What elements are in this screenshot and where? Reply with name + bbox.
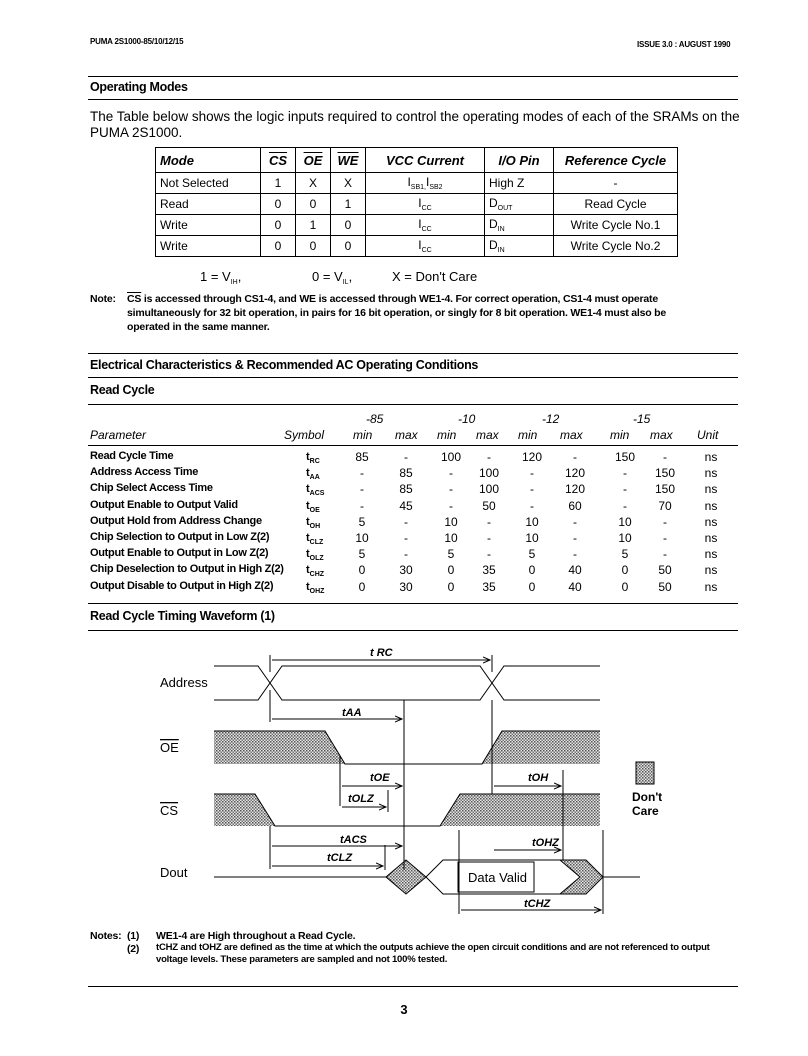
doc-id: PUMA 2S1000-85/10/12/15 (90, 37, 184, 46)
param-symbol: $t_{OLZ}$ (306, 548, 324, 563)
param-symbol: $t_{OH}$ (306, 515, 321, 530)
param-value: - (663, 450, 667, 464)
param-value: - (487, 514, 491, 529)
param-value: 30 (399, 579, 413, 594)
col-min: min (518, 428, 538, 442)
param-value: 5 (447, 547, 455, 562)
col-max: max (395, 428, 418, 442)
param-value: 0 (528, 579, 536, 594)
col-reference-cycle: Reference Cycle (554, 148, 678, 173)
col-max: max (560, 428, 583, 442)
param-value: - (663, 547, 667, 562)
label-tolz: tOLZ (348, 793, 374, 805)
section-title: Electrical Characteristics & Recommended AC Operating Conditions (90, 358, 479, 372)
param-value: - (623, 498, 627, 513)
label-tohz: tOHZ (532, 837, 559, 849)
param-value: - (623, 466, 627, 481)
param-value: - (449, 482, 453, 497)
label-tchz: tCHZ (524, 898, 551, 910)
param-value: 0 (358, 563, 366, 578)
param-value: - (360, 466, 364, 481)
param-symbol: $t_{ACS}$ (306, 483, 325, 498)
param-value: 5 (621, 547, 629, 562)
param-value: - (487, 450, 491, 464)
param-value: - (449, 466, 453, 481)
param-name: Output Disable to Output in High Z(2) (90, 579, 274, 592)
param-value: 120 (521, 450, 543, 464)
label-toe: tOE (370, 772, 390, 784)
param-value: 45 (399, 498, 413, 513)
note-text: $\overline{CS}$ is accessed through CS1-4, and WE is accessed through WE1-4. For correct operation, CS1-4 must operate simultaneously for 32 bit operation, in pairs for 16 bit operation, or singly for 8 bit operation. WE1-4 must also be operated in the same manner. (127, 293, 667, 333)
param-symbol: $t_{OE}$ (306, 499, 320, 514)
signal-dout: Dout (160, 865, 188, 880)
address-wave (214, 666, 600, 700)
param-value: - (360, 482, 364, 497)
speed-grade: -15 (633, 412, 651, 426)
param-value: 35 (482, 563, 496, 578)
param-value: 0 (621, 579, 629, 594)
col-unit: Unit (697, 428, 719, 442)
param-value: - (573, 450, 577, 464)
issue-date: ISSUE 3.0 : AUGUST 1990 (637, 40, 731, 49)
dont-care-swatch (636, 762, 654, 784)
label-trc: t RC (370, 647, 393, 659)
param-symbol: $t_{RC}$ (306, 451, 320, 465)
param-value: 85 (399, 466, 413, 481)
param-value: 10 (355, 531, 369, 545)
param-symbol: $t_{CHZ}$ (306, 564, 325, 579)
col-min: min (437, 428, 457, 442)
legend-zero: $0 = V_{IL}$, (312, 269, 353, 286)
param-symbol: $t_{CLZ}$ (306, 532, 324, 546)
param-value: 10 (618, 531, 632, 545)
param-value: 10 (525, 531, 539, 545)
param-value: 60 (568, 498, 582, 513)
table-row: Write 0 1 0 $I_{CC}$ $D_{IN}$ Write Cycle No.1 (156, 215, 678, 236)
param-name: Read Cycle Time (90, 450, 174, 462)
note-2: tCHZ and tOHZ are defined as the time at which the outputs achieve the open circuit conditions and are not referenced to output voltage levels. These parameters are sampled and not 100% tested. (156, 942, 710, 965)
col-parameter: Parameter (90, 428, 147, 442)
param-value: 50 (658, 579, 672, 594)
param-symbol: $t_{AA}$ (306, 467, 320, 482)
subsection-title: Read Cycle (90, 383, 155, 397)
param-value: 10 (618, 514, 632, 529)
label-toh: tOH (528, 772, 549, 784)
param-value: - (573, 514, 577, 529)
col-max: max (650, 428, 673, 442)
param-value: 30 (399, 563, 413, 578)
param-value: 0 (621, 563, 629, 578)
data-valid-label: Data Valid (468, 870, 528, 885)
label-tclz: tCLZ (327, 852, 353, 864)
param-value: - (404, 531, 408, 545)
label-taa: tAA (342, 707, 362, 719)
col-io-pin: I/O Pin (485, 148, 554, 173)
param-unit: ns (704, 498, 718, 513)
col-we: $\overline{WE}$ (331, 148, 366, 173)
col-oe: $\overline{OE}$ (296, 148, 331, 173)
param-value: - (663, 531, 667, 545)
rule (88, 986, 738, 987)
param-value: 5 (358, 547, 366, 562)
param-value: - (404, 547, 408, 562)
speed-grade: -12 (542, 412, 560, 426)
param-unit: ns (704, 563, 718, 578)
section-title: Operating Modes (90, 80, 188, 94)
dout-transition (386, 860, 426, 894)
legend-x: X = Don't Care (392, 269, 478, 284)
param-value: 150 (654, 482, 676, 497)
col-symbol: Symbol (284, 428, 325, 442)
param-name: Output Enable to Output in Low Z(2) (90, 547, 269, 560)
param-value: - (573, 531, 577, 545)
oe-dont-care (214, 731, 345, 764)
param-unit: ns (704, 450, 718, 464)
param-unit: ns (704, 466, 718, 481)
param-unit: ns (704, 547, 718, 562)
param-unit: ns (704, 482, 718, 497)
param-value: 10 (444, 531, 458, 545)
param-value: 35 (482, 579, 496, 594)
signal-oe: OE (160, 740, 179, 755)
table-row: Not Selected 1 X X $I_{SB1,}I_{SB2}$ High Z - (156, 173, 678, 194)
param-value: 5 (528, 547, 536, 562)
table-row: Write 0 0 0 $I_{CC}$ $D_{IN}$ Write Cycle No.2 (156, 236, 678, 257)
cs-dont-care (440, 794, 600, 826)
param-unit: ns (704, 514, 718, 529)
page-number: 3 (400, 1002, 408, 1017)
param-value: 85 (399, 482, 413, 497)
col-cs: $\overline{CS}$ (261, 148, 296, 173)
param-value: 150 (614, 450, 636, 464)
param-unit: ns (704, 531, 718, 545)
param-value: 40 (568, 579, 582, 594)
param-name: Address Access Time (90, 466, 199, 479)
dout-transition (560, 860, 603, 894)
param-value: 100 (478, 466, 500, 481)
param-value: 0 (447, 579, 455, 594)
note-1-num: (1) (127, 930, 140, 942)
note-label: Note: (90, 293, 116, 305)
param-name: Chip Select Access Time (90, 482, 213, 495)
param-value: 150 (654, 466, 676, 481)
param-value: 10 (525, 514, 539, 529)
param-value: - (530, 466, 534, 481)
col-mode: Mode (156, 148, 261, 173)
param-value: 0 (447, 563, 455, 578)
param-name: Output Enable to Output Valid (90, 498, 238, 511)
param-value: 100 (478, 482, 500, 497)
param-name: Chip Selection to Output in Low Z(2) (90, 531, 270, 543)
param-value: - (530, 498, 534, 513)
param-value: - (449, 498, 453, 513)
legend-one: $1 = V_{IH}$, (200, 269, 242, 286)
param-value: - (530, 482, 534, 497)
param-unit: ns (704, 579, 718, 594)
oe-dont-care (482, 731, 600, 764)
speed-grade: -10 (458, 412, 476, 426)
param-value: 100 (440, 450, 462, 464)
col-max: max (476, 428, 499, 442)
param-value: 85 (355, 450, 369, 464)
param-value: - (404, 514, 408, 529)
notes-label: Notes: (90, 930, 122, 942)
param-value: - (663, 514, 667, 529)
param-value: 50 (658, 563, 672, 578)
dont-care-label-2: Care (632, 804, 659, 818)
label-tacs: tACS (340, 834, 367, 846)
speed-grade: -85 (366, 412, 384, 426)
param-value: 50 (482, 498, 496, 513)
intro-text: The Table below shows the logic inputs required to control the operating modes of each of the SRAMs on the PUMA 2S1000. (90, 109, 740, 140)
note-1: WE1-4 are High throughout a Read Cycle. (156, 930, 356, 942)
signal-cs: CS (160, 803, 179, 818)
param-value: 10 (444, 514, 458, 529)
cs-dont-care (214, 794, 275, 826)
param-value: - (487, 531, 491, 545)
param-value: - (360, 498, 364, 513)
param-value: - (623, 482, 627, 497)
param-value: - (487, 547, 491, 562)
param-value: 0 (528, 563, 536, 578)
dont-care-label-1: Don't (632, 790, 663, 804)
param-symbol: $t_{OHZ}$ (306, 580, 325, 595)
subsection-title: Read Cycle Timing Waveform (1) (90, 609, 275, 623)
param-value: - (573, 547, 577, 562)
param-name: Chip Deselection to Output in High Z(2) (90, 563, 284, 576)
col-vcc-current: VCC Current (366, 148, 485, 173)
param-value: 0 (358, 579, 366, 594)
param-value: 5 (358, 514, 366, 529)
note-2-num: (2) (127, 943, 140, 955)
param-value: 70 (658, 498, 672, 513)
signal-address: Address (160, 675, 208, 690)
col-min: min (353, 428, 373, 442)
param-name: Output Hold from Address Change (90, 514, 262, 527)
col-min: min (610, 428, 630, 442)
param-value: 40 (568, 563, 582, 578)
param-value: - (404, 450, 408, 464)
param-value: 120 (564, 482, 586, 497)
param-value: 120 (564, 466, 586, 481)
table-row: Read 0 0 1 $I_{CC}$ $D_{OUT}$ Read Cycle (156, 194, 678, 215)
